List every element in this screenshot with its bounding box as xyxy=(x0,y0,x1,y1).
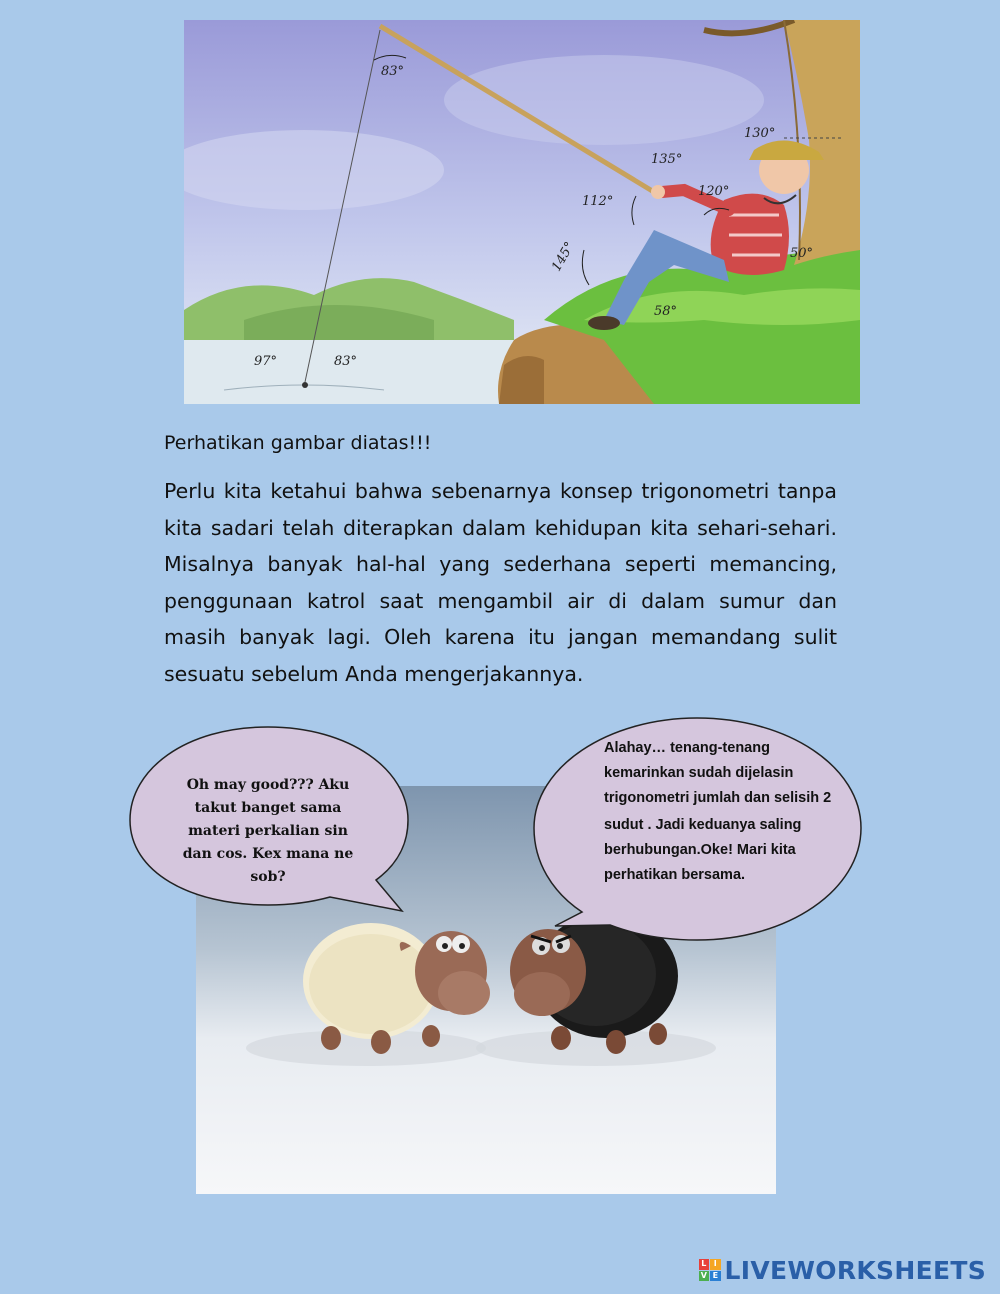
body-paragraph: Perlu kita ketahui bahwa sebenarnya konsep trigonometri tanpa kita sadari telah diterapkan dalam kehidupan kita sehari-sehari. Misalnya banyak hal-hal yang sederhana seperti memancing, penggunaan katrol saat mengambil air di dalam sumur dan masih banyak lagi. Oleh karena itu jangan memandang sulit sesuatu sebelum Anda mengerjakannya. xyxy=(164,479,837,686)
angle-label: 50° xyxy=(790,246,814,261)
logo-mark-letter: V xyxy=(699,1271,710,1282)
logo-mark-letter: I xyxy=(710,1259,721,1270)
left-bubble-text: Oh may good??? Aku takut banget sama materi perkalian sin dan cos. Kex mana ne sob? xyxy=(182,777,354,885)
angle-label: 58° xyxy=(654,304,678,319)
angle-label: 130° xyxy=(744,126,776,141)
logo-mark-icon xyxy=(699,1259,721,1281)
right-bubble-line-1: Alahay… tenang-tenang kemarinkan sudah dijelasin trigonometri jumlah dan selisih 2 xyxy=(604,740,832,806)
angle-label: 120° xyxy=(698,184,730,199)
right-bubble-text xyxy=(604,736,836,888)
logo-mark-letter: E xyxy=(710,1271,721,1282)
angle-label: 145° xyxy=(549,239,578,275)
angle-label: 97° xyxy=(254,354,278,369)
liveworksheets-logo xyxy=(699,1254,986,1286)
angle-label: 135° xyxy=(651,152,683,167)
intro-text: Perhatikan gambar diatas!!! xyxy=(164,432,432,454)
angle-label: 83° xyxy=(381,64,405,79)
right-bubble-line-2: sudut . Jadi keduanya saling berhubungan.Oke! Mari kita perhatikan bersama. xyxy=(604,817,802,883)
angle-label: 112° xyxy=(582,194,614,209)
logo-text: LIVEWORKSHEETS xyxy=(724,1255,986,1285)
logo-mark-letter: L xyxy=(699,1259,710,1270)
angle-label: 83° xyxy=(334,354,358,369)
